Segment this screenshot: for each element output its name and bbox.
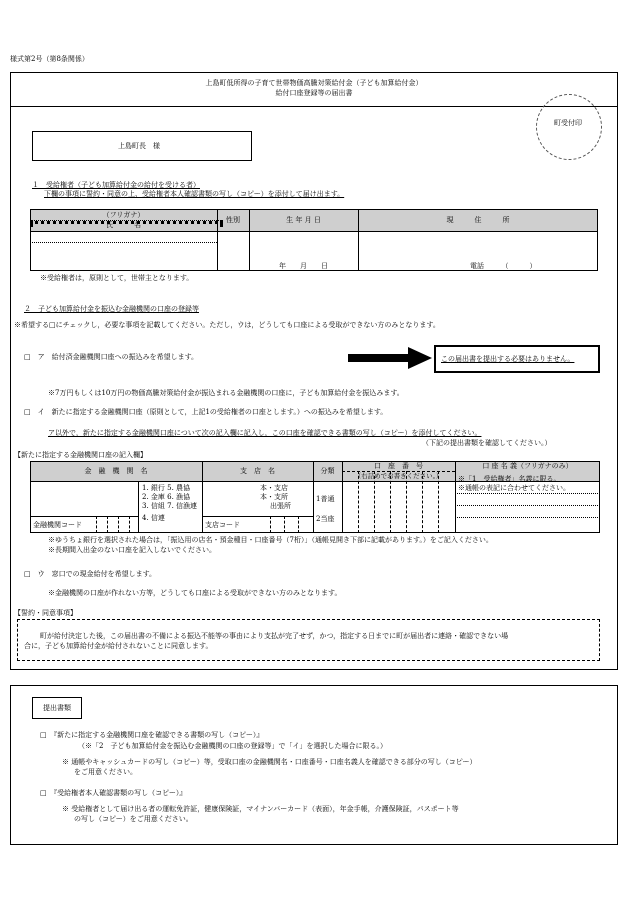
bank-table-title: 【新たに指定する金融機関口座の記入欄】 [14, 451, 147, 459]
pledge-title: 【誓約・同意事項】 [14, 609, 77, 617]
address-header: 現 住 所 [446, 216, 510, 224]
document-item-1-note-2: をご用意ください。 [74, 768, 137, 776]
document-item-2[interactable]: □ 『受給権者本人確認書類の写し（コピー）』 [40, 789, 187, 797]
documents-heading: 提出書類 [43, 704, 71, 712]
addressee: 上島町長 様 [118, 142, 160, 150]
dob-input[interactable] [251, 232, 356, 270]
bank-note-1: ※ゆうちょ銀行を選択された場合は，「振込用の店名・預金種目・口座番号（7桁）」（通帳見開き下部に記載があります。）をご記入ください。 [48, 536, 493, 544]
dob-header: 生 年 月 日 [286, 216, 321, 224]
branch-name-input[interactable] [204, 483, 258, 515]
option-u-note: ※金融機関の口座が作れない方等，どうしても口座による受取ができない方のみとなります。 [48, 589, 342, 597]
account-number-header: 口 座 番 号 [374, 462, 423, 470]
branch-type-3: 出張所 [270, 502, 291, 510]
dob-ymd: 年 月 日 [279, 262, 328, 270]
document-item-2-note-1: ※ 受給権者として届け出る者の運転免許証，健康保険証，マイナンバーカード（表面），年金手帳，介護保険証，パスポート等 [62, 805, 459, 813]
option-a-checkbox[interactable]: □ ア 給付済金融機関口座への振込みを希望します。 [24, 353, 199, 361]
account-number-input[interactable] [343, 483, 454, 532]
bank-code-label: 金融機関コード [33, 521, 82, 529]
document-item-1[interactable]: □ 『新たに指定する金融機関口座を確認できる書類の写し（コピー）』 [40, 731, 264, 739]
document-item-2-note-2: の写し（コピー）をご用意ください。 [74, 815, 193, 823]
title-divider [10, 106, 618, 107]
category-1: 1普通 [316, 495, 335, 503]
option-i-checkbox[interactable]: □ イ 新たに指定する金融機関口座（原則として，上記1の受給権者の口座とします。）への振込みを希望します。 [24, 408, 388, 416]
form-number: 様式第2号（第8条関係） [10, 55, 89, 63]
sex-header: 性別 [226, 216, 240, 224]
account-number-subheader: （右詰めでお書きください。） [354, 472, 443, 480]
bank-name-input[interactable] [32, 483, 136, 515]
holder-note-1: ※「1 受給権者」名義に限る。 [458, 475, 561, 483]
category-2: 2当座 [316, 515, 335, 523]
section1-instruction: 下欄の事項に誓約・同意の上、受給権者本人確認書類の写し（コピー）を添付して届け出ます。 [44, 190, 345, 198]
title-line-1: 上島町低所得の子育て世帯物価高騰対策給付金（子ども加算給付金） [205, 79, 423, 87]
document-item-1-sub: （※「2 子ども加算給付金を振込む金融機関の口座の登録等」で「イ」を選択した場合に限る。） [78, 742, 387, 750]
branch-type-2: 本・支所 [260, 493, 288, 501]
section1-note: ※受給権者は，原則として，世帯主となります。 [40, 274, 194, 282]
option-a-note: ※7万円もしくは10万円の物価高騰対策給付金が振込まれる金融機関の口座に，子ども加算給付金を振込みます。 [48, 389, 404, 397]
bank-type-3: 3. 信組 7. 信漁連 [142, 502, 198, 510]
reception-stamp-label: 町受付印 [554, 119, 582, 127]
branch-name-header: 支 店 名 [240, 467, 275, 475]
branch-code-label: 支店コード [205, 521, 240, 529]
pledge-text-2: 合に，子ども加算給付金が給付されないことに同意します。 [24, 642, 213, 650]
bank-type-1: 1. 銀行 5. 農協 [142, 484, 191, 492]
section1-heading: １ 受給権者（子ども加算給付金の給付を受ける者） [32, 181, 200, 189]
name-input[interactable] [32, 243, 215, 270]
phone-label: 電話 （ ） [470, 262, 537, 270]
section2-heading: ２ 子ども加算給付金を振込む金融機関の口座の登録等 [24, 305, 199, 313]
holder-note-2: ※通帳の表記に合わせてください。 [458, 484, 570, 492]
address-input[interactable] [360, 232, 596, 270]
option-i-note-1: ア以外で，新たに指定する金融機関口座について次の記入欄に記入し，この口座を確認できる書類の写し（コピー）を添付してください。 [48, 429, 482, 437]
name-header: 氏 名 [106, 221, 141, 229]
arrow-right-icon [348, 347, 432, 369]
holder-header: 口 座 名 義（フリガナのみ） [482, 462, 573, 470]
option-a-notice: この届出書を提出する必要はありません。 [441, 355, 575, 363]
holder-name-input[interactable] [456, 494, 599, 532]
bank-type-4: 4. 信連 [142, 514, 165, 522]
option-i-note-2: （下記の提出書類を確認してください。） [422, 439, 552, 447]
sex-input[interactable] [219, 232, 247, 270]
option-u-checkbox[interactable]: □ ウ 窓口での現金給付を希望します。 [24, 570, 157, 578]
furigana-header: （フリガナ） [102, 211, 145, 219]
bank-type-2: 2. 金庫 6. 漁協 [142, 493, 191, 501]
section2-instruction: ※希望する□にチェックし，必要な事項を記載してください。ただし，ウは，どうしても口座による受取ができない方のみとなります。 [14, 321, 440, 329]
document-item-1-note-1: ※ 通帳やキャッシュカードの写し（コピー）等，受取口座の金融機関名・口座番号・口座名義人を確認できる部分の写し（コピー） [62, 758, 477, 766]
bank-name-header: 金 融 機 関 名 [84, 467, 148, 475]
pledge-text-1: 町が給付決定した後，この届出書の不備による振込不能等の事由により支払が完了せず，かつ，指定する日までに町が届出者に連絡・確認できない場 [40, 632, 509, 640]
bank-note-2: ※長期間入出金のない口座を記入しないでください。 [48, 546, 216, 554]
furigana-input[interactable] [32, 232, 215, 242]
branch-type-1: 本・支店 [260, 484, 288, 492]
title-line-2: 給付口座登録等の届出書 [275, 89, 353, 97]
category-header: 分類 [320, 467, 335, 475]
